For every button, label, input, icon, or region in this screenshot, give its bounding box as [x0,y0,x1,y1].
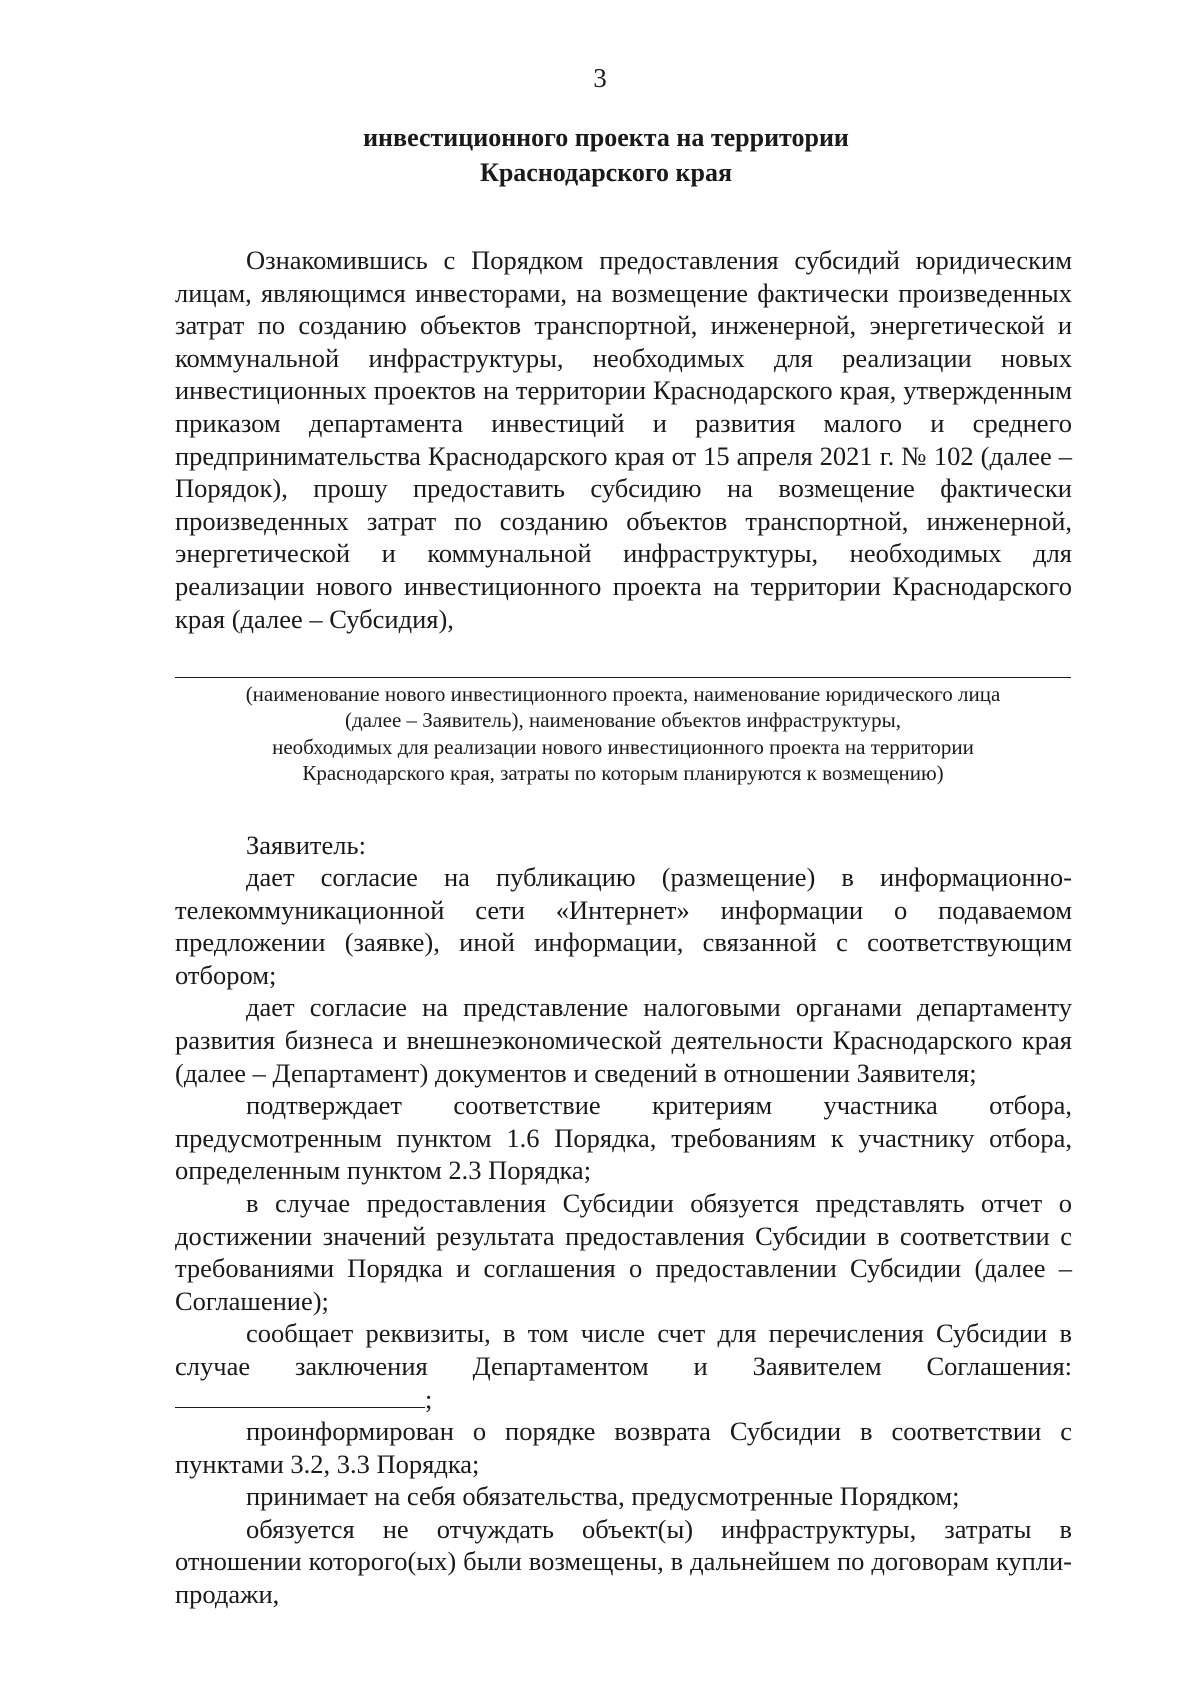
bank-details-text: сообщает реквизиты, в том числе счет для перечисления Субсидии в случае заключения Департаментом и Заявителем Соглашения: [175,1318,1072,1381]
clause-report-obligation: в случае предоставления Субсидии обязуется представлять отчет о достижении значений результата предоставления Субсидии в соответствии с требованиями Порядка и соглашения о предоставлении Субсидии (далее – Соглашение); [175,1187,1072,1316]
fill-in-caption [175,681,1071,786]
applicant-clauses [175,861,1072,1611]
clause-bank-details [175,1317,1072,1415]
clause-tax-consent: дает согласие на представление налоговыми органами департаменту развития бизнеса и внешнеэкономической деятельности Краснодарского края (далее – Департамент) документов и сведений в отношении Заявителя; [175,992,1072,1088]
caption-line-4: Краснодарского края, затраты по которым планируются к возмещению) [302,760,944,785]
bank-details-blank [175,1385,425,1408]
applicant-label: Заявитель: [246,830,366,860]
fill-in-line [175,677,1071,678]
document-title-line-2: Краснодарского края [479,158,733,187]
intro-paragraph: Ознакомившись с Порядком предоставления субсидий юридическим лицам, являющимся инвесторами, на возмещение фактически произведенных затрат по созданию объектов транспортной, инженерной, энергетической и коммунальной инфраструктуры, необходимых для реализации новых инвестиционных проектов на территории Краснодарского края, утвержденным приказом департамента инвестиций и развития малого и среднего предпринимательства Краснодарского края от 15 апреля 2021 г. № 102 (далее – Порядок), прошу предоставить субсидию на возмещение фактически произведенных затрат по созданию объектов транспортной, инженерной, энергетической и коммунальной инфраструктуры, необходимых для реализации нового инвестиционного проекта на территории Краснодарского края (далее – Субсидия), [175,245,1072,634]
caption-line-3: необходимых для реализации нового инвестиционного проекта на территории [272,734,974,759]
clause-publication-consent: дает согласие на публикацию (размещение) в информационно-телекоммуникационной сети «Интернет» информации о подаваемом предложении (заявке), иной информации, связанной с соответствующим отбором; [175,862,1072,990]
caption-line-2: (далее – Заявитель), наименование объектов инфраструктуры, [344,708,902,733]
caption-line-1: (наименование нового инвестиционного проекта, наименование юридического лица [245,682,1001,706]
page-number: 3 [593,63,607,93]
clause-criteria-confirmation: подтверждает соответствие критериям участника отбора, предусмотренным пунктом 1.6 Порядка, требованиям к участнику отбора, определенным пунктом 2.3 Порядка; [175,1090,1072,1186]
clause-obligations-accepted: принимает на себя обязательства, предусмотренные Порядком; [246,1481,960,1512]
bank-details-end: ; [425,1383,433,1414]
clause-refund-informed: проинформирован о порядке возврата Субсидии в соответствии с пунктами 3.2, 3.3 Порядка; [175,1416,1072,1479]
clause-no-alienation: обязуется не отчуждать объект(ы) инфраструктуры, затраты в отношении которого(ых) были возмещены, в дальнейшем по договорам купли-продажи, [175,1513,1072,1610]
document-title-line-1: инвестиционного проекта на территории [363,123,849,152]
intro-block [175,244,1072,635]
